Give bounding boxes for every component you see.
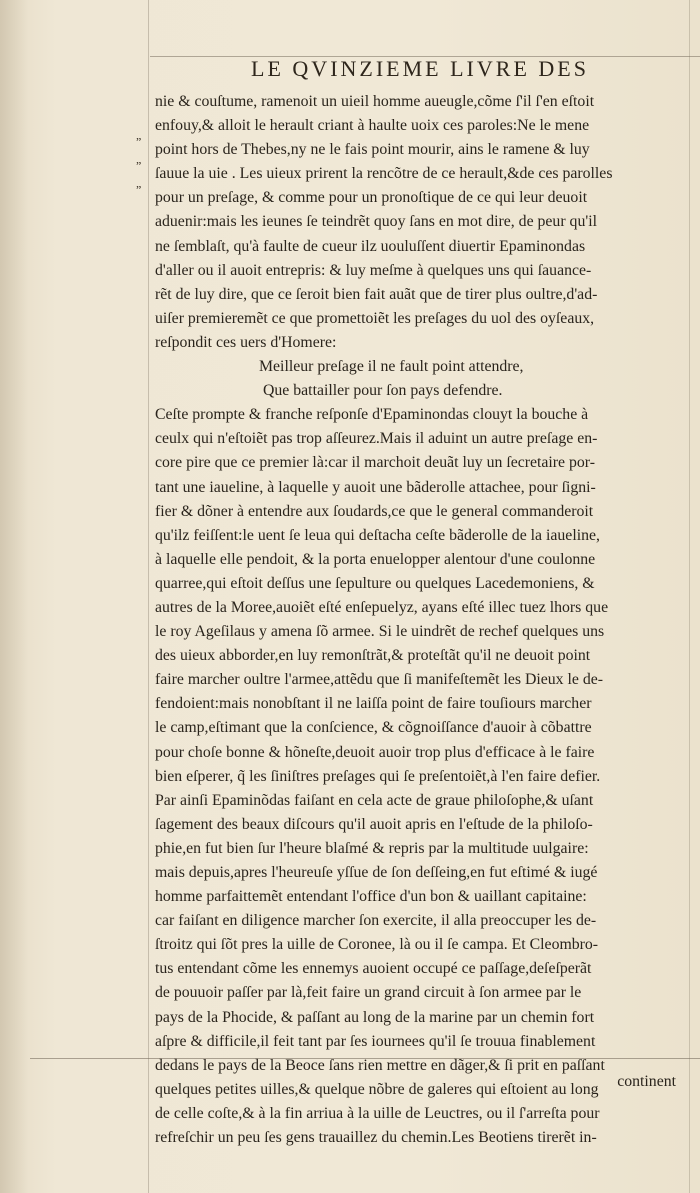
quote-mark: „ — [136, 152, 142, 167]
text-line: aduenir:mais les ieunes ſe teindrẽt quoy ſans en mot dire, de peur qu'il — [155, 213, 597, 231]
text-line: autres de la Moree,auoiẽt eſté enſepuelyz, ayans eſté illec tuez lhors que — [155, 598, 609, 616]
text-line: nie & couſtume, ramenoit un uieil homme aueugle,cõme ſ'il ſ'en eſtoit — [155, 93, 595, 110]
text-line: qu'ilz feiſſent:le uent ſe leua qui deſtacha ceſte bãderolle de la iaueline, — [155, 526, 600, 544]
text-line: le roy Ageſilaus y amena ſõ armee. Si le uindrẽt de rechef quelques uns — [155, 623, 605, 641]
text-line: dedans le pays de la Beoce ſans rien mettre en dãger,& ſi prit en paſſant — [155, 1056, 605, 1074]
quote-mark: „ — [136, 128, 142, 143]
text-line: enfouy,& alloit le herault criant à haulte uoix ces paroles:Ne le mene — [155, 117, 590, 135]
text-line: quelques petites uilles,& quelque nõbre de galeres qui eſtoient au long — [155, 1080, 599, 1098]
text-line: point hors de Thebes,ny ne le fais point mourir, ains le ramene & luy — [155, 141, 590, 159]
text-line: quarree,qui eſtoit deſſus une ſepulture ou quelques Lacedemoniens, & — [155, 574, 595, 592]
verse-line: Meilleur preſage il ne fault point attendre, — [259, 358, 524, 376]
text-line: core pire que ce premier là:car il marchoit deuãt luy un ſecretaire por- — [155, 454, 596, 472]
text-line: mais depuis,apres l'heureuſe yſſue de ſon deſſeing,en fut eſtimé & iugé — [155, 864, 598, 881]
text-line: d'aller ou il auoit entrepris: & luy meſme à quelques uns qui ſauance- — [155, 261, 592, 279]
text-line: car faiſant en diligence marcher ſon exercite, il alla preoccuper les de- — [155, 912, 597, 930]
text-line: ſagement des beaux diſcours qu'il auoit apris en l'eſtude de la philoſo- — [155, 815, 593, 833]
text-line: ſauue la uie . Les uieux prirent la rencõtre de ce herault,&de ces parolles — [155, 165, 613, 183]
text-line: à laquelle elle pendoit, & la porta enuelopper alentour d'une coulonne — [155, 550, 596, 568]
text-line: des uieux abborder,en luy remonſtrãt,& proteſtãt qu'il ne deuoit point — [155, 647, 591, 665]
text-line: ſtroitz qui ſõt pres la uille de Coronee, là ou il ſe campa. Et Cleombro- — [155, 936, 599, 954]
margin-rule-left — [148, 0, 149, 1193]
text-line: de celle coſte,& à la fin arriua à la uille de Leuctres, ou il ſ'arreſta pour — [155, 1104, 600, 1122]
quote-mark: „ — [136, 176, 142, 191]
text-line: de pouuoir paſſer par là,feit faire un grand circuit à ſon armee par le — [155, 984, 582, 1002]
spine-shadow — [0, 0, 28, 1193]
margin-rule-right — [689, 0, 690, 1193]
text-line: bien eſperer, q̃ les ſiniſtres preſages qui ſe preſentoiẽt,à l'en faire defier. — [155, 767, 601, 785]
text-line: fier & dõner à entendre aux ſoudards,ce que le general commanderoit — [155, 502, 594, 520]
text-line: fendoient:mais nonobſtant il ne laiſſa point de faire touſiours marcher — [155, 695, 592, 713]
catchword: continent — [617, 1073, 676, 1090]
text-line: reſpondit ces uers d'Homere: — [155, 333, 337, 351]
text-line: ceulx qui n'eſtoiẽt pas trop aſſeurez.Mais il aduint un autre preſage en- — [155, 430, 598, 448]
text-line: tus entendant cõme les ennemys auoient occupé ce paſſage,deſeſperãt — [155, 960, 592, 978]
text-line: rẽt de luy dire, que ce ſeroit bien fait auãt que de tirer plus oultre,d'ad- — [155, 285, 598, 303]
running-head: LE QVINZIEME LIVRE DES — [251, 56, 589, 81]
text-line: pour choſe bonne & hõneſte,deuoit auoir trop plus d'efficace à le faire — [155, 743, 595, 761]
text-line: Ceſte prompte & franche reſponſe d'Epaminondas clouyt la bouche à — [155, 406, 589, 424]
text-line: homme parfaittemẽt entendant l'office d'un bon & uaillant capitaine: — [155, 888, 587, 906]
text-line: pays de la Phocide, & paſſant au long de la marine par un chemin fort — [155, 1008, 595, 1026]
text-line: aſpre & difficile,il feit tant par ſes iournees qu'il ſe trouua finablement — [155, 1032, 596, 1050]
verse-line: Que battailler pour ſon pays defendre. — [263, 382, 503, 400]
text-line: faire marcher oultre l'armee,attẽdu que ſi manifeſtemẽt les Dieux le de- — [155, 671, 604, 689]
text-line: pour un preſage, & comme pour un pronoſtique de ce qui leur deuoit — [155, 189, 588, 207]
text-line: Par ainſi Epaminõdas faiſant en cela acte de graue philoſophe,& uſant — [155, 791, 594, 809]
text-line: ne ſemblaſt, qu'à faulte de cueur ilz uouluſſent diuertir Epaminondas — [155, 237, 586, 255]
text-line: tant une iaueline, à laquelle y auoit une bãderolle attachee, pour ſigni- — [155, 478, 596, 496]
text-line: le camp,eſtimant que la conſcience, & cõgnoiſſance d'auoir à cõbattre — [155, 719, 592, 737]
text-line: phie,en fut bien ſur l'heure blaſmé & repris par la multitude uulgaire: — [155, 839, 589, 857]
text-line: uiſer premieremẽt ce que promettoiẽt les preſages du uol des oyſeaux, — [155, 309, 595, 327]
body-text — [155, 90, 682, 1150]
text-line: refreſchir un peu ſes gens trauaillez du chemin.Les Beotiens tirerẽt in- — [155, 1129, 597, 1147]
